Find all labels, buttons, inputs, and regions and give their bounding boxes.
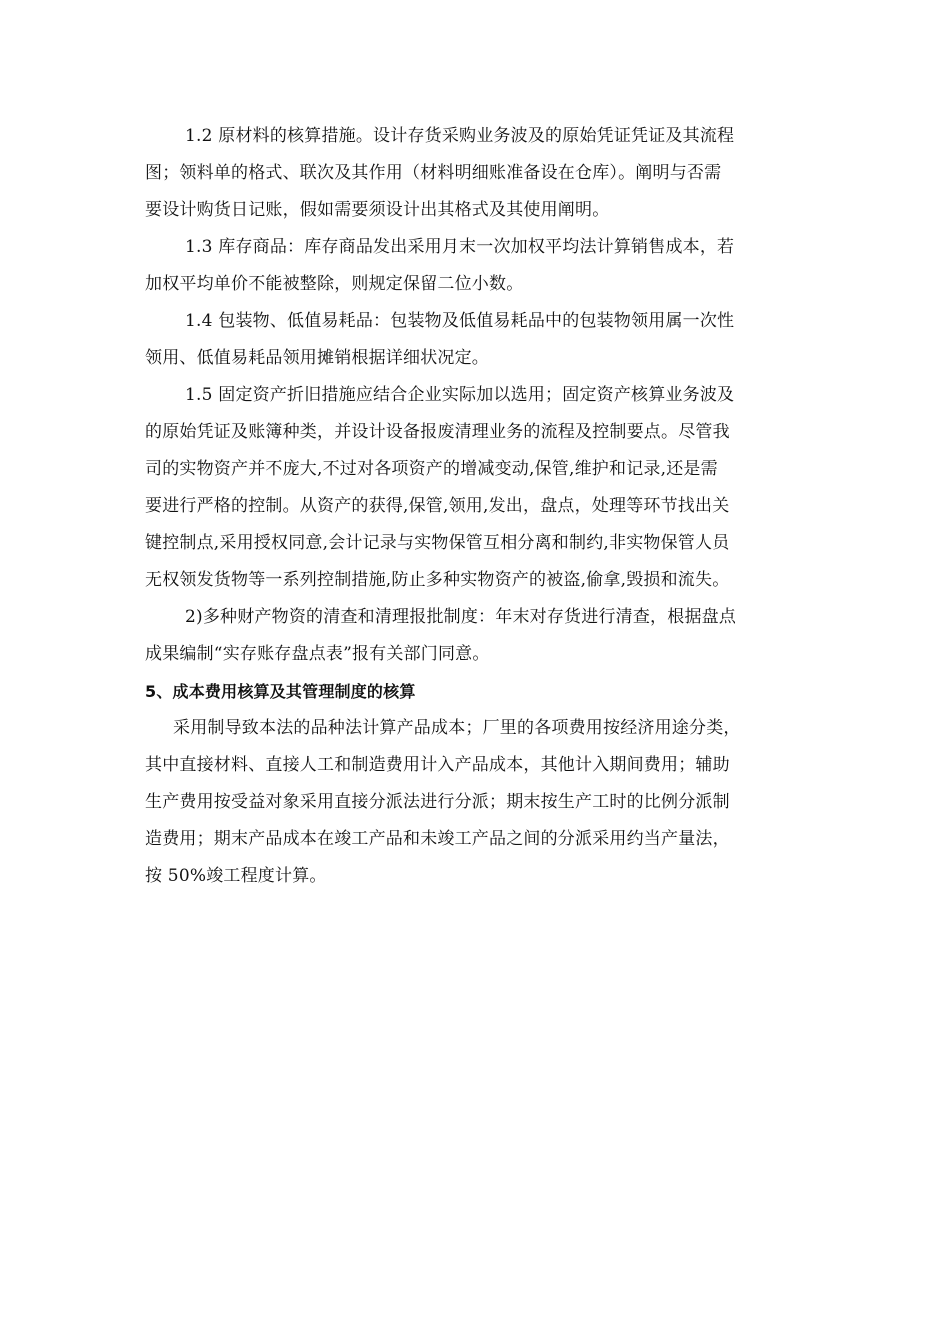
section-1-5-line-4: 要进行严格的控制。从资产的获得,保管,领用,发出，盘点，处理等环节找出关: [145, 496, 730, 516]
section-1-4-line-1: 1.4 包装物、低值易耗品：包装物及低值易耗品中的包装物领用属一次性: [185, 311, 735, 331]
section-1-5-line-5: 键控制点,采用授权同意,会计记录与实物保管互相分离和制约,非实物保管人员: [145, 533, 730, 553]
section-1-5-line-3: 司的实物资产并不庞大,不过对各项资产的增减变动,保管,维护和记录,还是需: [145, 459, 718, 479]
section-2-line-2: 成果编制“实存账存盘点表”报有关部门同意。: [145, 644, 490, 664]
section-5-line-3: 生产费用按受益对象采用直接分派法进行分派；期末按生产工时的比例分派制: [145, 792, 730, 812]
section-1-4-line-2: 领用、低值易耗品领用摊销根据详细状况定。: [145, 348, 489, 368]
section-5-line-1: 采用制导致本法的品种法计算产品成本；厂里的各项费用按经济用途分类，: [173, 718, 741, 738]
section-1-5-line-1: 1.5 固定资产折旧措施应结合企业实际加以选用；固定资产核算业务波及: [185, 385, 735, 405]
section-1-2-line-1: 1.2 原材料的核算措施。设计存货采购业务波及的原始凭证凭证及其流程: [185, 126, 735, 146]
section-1-3-line-1: 1.3 库存商品：库存商品发出采用月末一次加权平均法计算销售成本，若: [185, 237, 735, 257]
section-1-3-line-2: 加权平均单价不能被整除，则规定保留二位小数。: [145, 274, 524, 294]
section-1-2-line-2: 图；领料单的格式、联次及其作用（材料明细账准备设在仓库）。阐明与否需: [145, 163, 722, 183]
section-5-heading: 5、成本费用核算及其管理制度的核算: [145, 682, 416, 701]
section-2-line-1: 2)多种财产物资的清查和清理报批制度：年末对存货进行清查，根据盘点: [185, 607, 737, 627]
section-1-2-line-3: 要设计购货日记账，假如需要须设计出其格式及其使用阐明。: [145, 200, 610, 220]
section-1-5-line-6: 无权领发货物等一系列控制措施,防止多种实物资产的被盗,偷拿,毁损和流失。: [145, 570, 730, 590]
section-5-line-5: 按 50%竣工程度计算。: [145, 866, 327, 886]
document-body: [145, 118, 810, 895]
section-5-line-2: 其中直接材料、直接人工和制造费用计入产品成本，其他计入期间费用；辅助: [145, 755, 730, 775]
section-1-5-line-2: 的原始凭证及账簿种类，并设计设备报废清理业务的流程及控制要点。尽管我: [145, 422, 730, 442]
section-5-line-4: 造费用；期末产品成本在竣工产品和未竣工产品之间的分派采用约当产量法，: [145, 829, 730, 849]
